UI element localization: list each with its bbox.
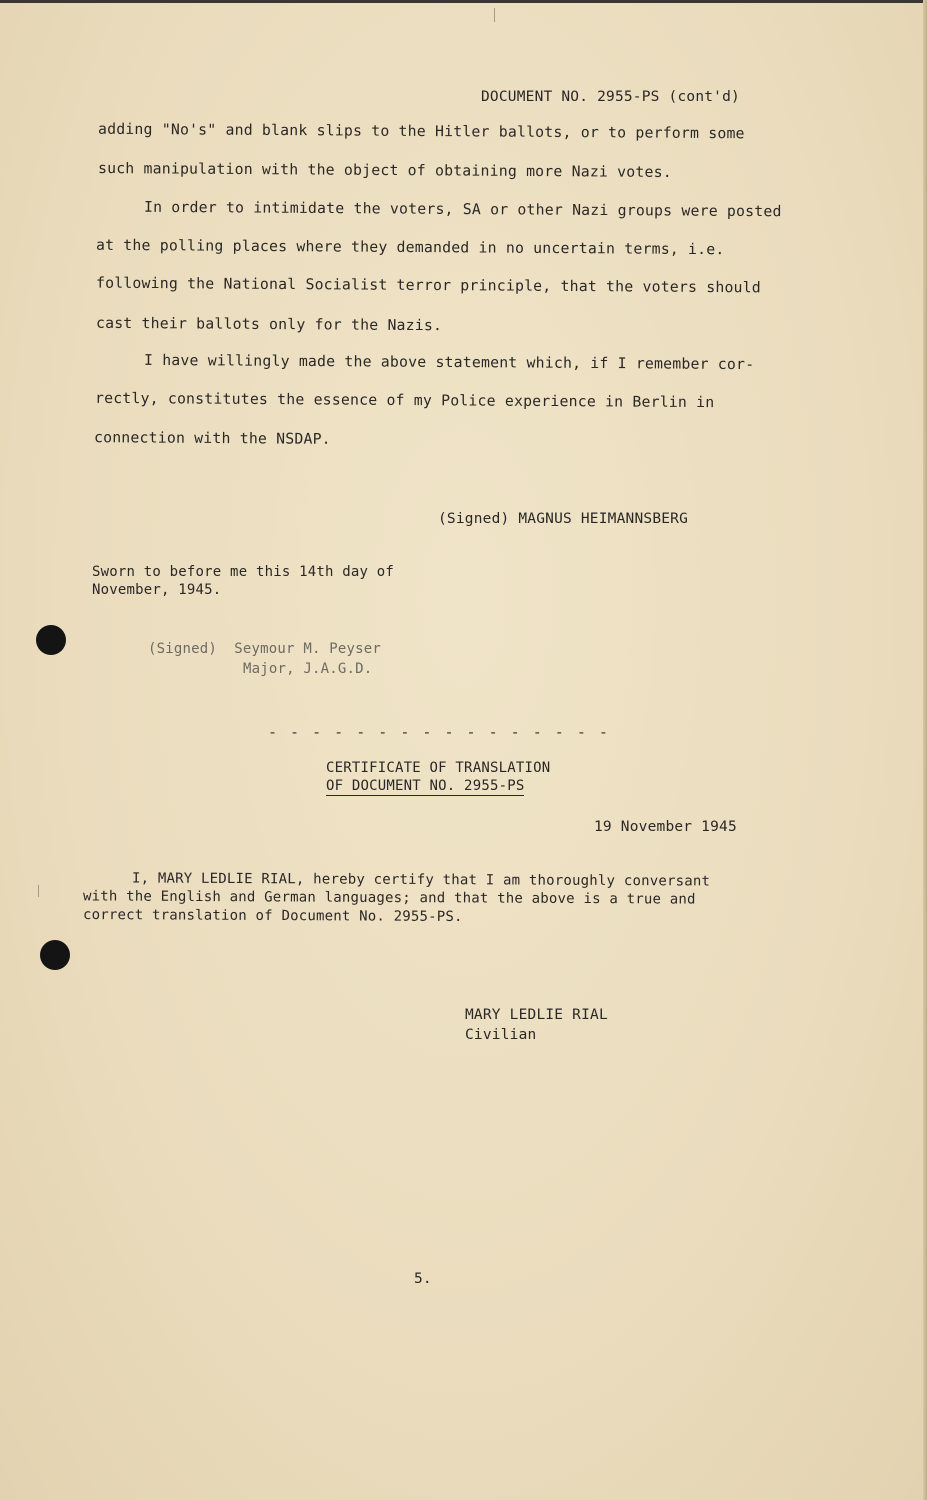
- oath-line-2: November, 1945.: [92, 582, 222, 598]
- statement-line-6: cast their ballots only for the Nazis.: [95, 314, 443, 335]
- certificate-subtitle: [326, 777, 524, 795]
- punch-hole-bottom: [40, 940, 70, 970]
- statement-line-7: I have willingly made the above statement which, if I remember cor-: [143, 351, 755, 374]
- top-edge: [0, 0, 927, 3]
- margin-mark: [494, 8, 495, 22]
- certificate-date: 19 November 1945: [594, 819, 737, 835]
- page-number: 5.: [414, 1271, 432, 1287]
- translator-name: MARY LEDLIE RIAL: [465, 1007, 608, 1023]
- oath-line-1: Sworn to before me this 14th day of: [92, 564, 395, 580]
- statement-line-8: rectly, constitutes the essence of my Police experience in Berlin in: [94, 389, 715, 412]
- document-reference: DOCUMENT NO. 2955-PS (cont'd): [481, 89, 740, 105]
- certificate-text-line-1: I, MARY LEDLIE RIAL, hereby certify that I am thoroughly conversant: [131, 870, 711, 890]
- statement-line-1: adding "No's" and blank slips to the Hitler ballots, or to perform some: [97, 120, 745, 143]
- punch-hole-top: [36, 625, 66, 655]
- statement-line-4: at the polling places where they demanded in no uncertain terms, i.e.: [95, 236, 725, 259]
- statement-line-2: such manipulation with the object of obtaining more Nazi votes.: [97, 159, 672, 182]
- certificate-text-line-2: with the English and German languages; and that the above is a true and: [82, 888, 696, 908]
- statement-line-3: In order to intimidate the voters, SA or other Nazi groups were posted: [143, 198, 782, 221]
- translator-title: Civilian: [465, 1027, 537, 1043]
- officer-rank: Major, J.A.G.D.: [243, 661, 373, 677]
- section-divider: - - - - - - - - - - - - - - - -: [268, 723, 610, 741]
- right-edge: [923, 0, 927, 1500]
- margin-mark: [38, 885, 39, 897]
- statement-line-5: following the National Socialist terror principle, that the voters should: [95, 274, 761, 297]
- affiant-signature: (Signed) MAGNUS HEIMANNSBERG: [438, 511, 689, 527]
- certificate-text-line-3: correct translation of Document No. 2955-PS.: [82, 907, 463, 925]
- statement-line-9: connection with the NSDAP.: [93, 429, 331, 448]
- certificate-subtitle-text: OF DOCUMENT NO. 2955-PS: [326, 778, 525, 794]
- certificate-title: CERTIFICATE OF TRANSLATION: [326, 760, 551, 776]
- officer-signature: (Signed) Seymour M. Peyser: [148, 641, 381, 657]
